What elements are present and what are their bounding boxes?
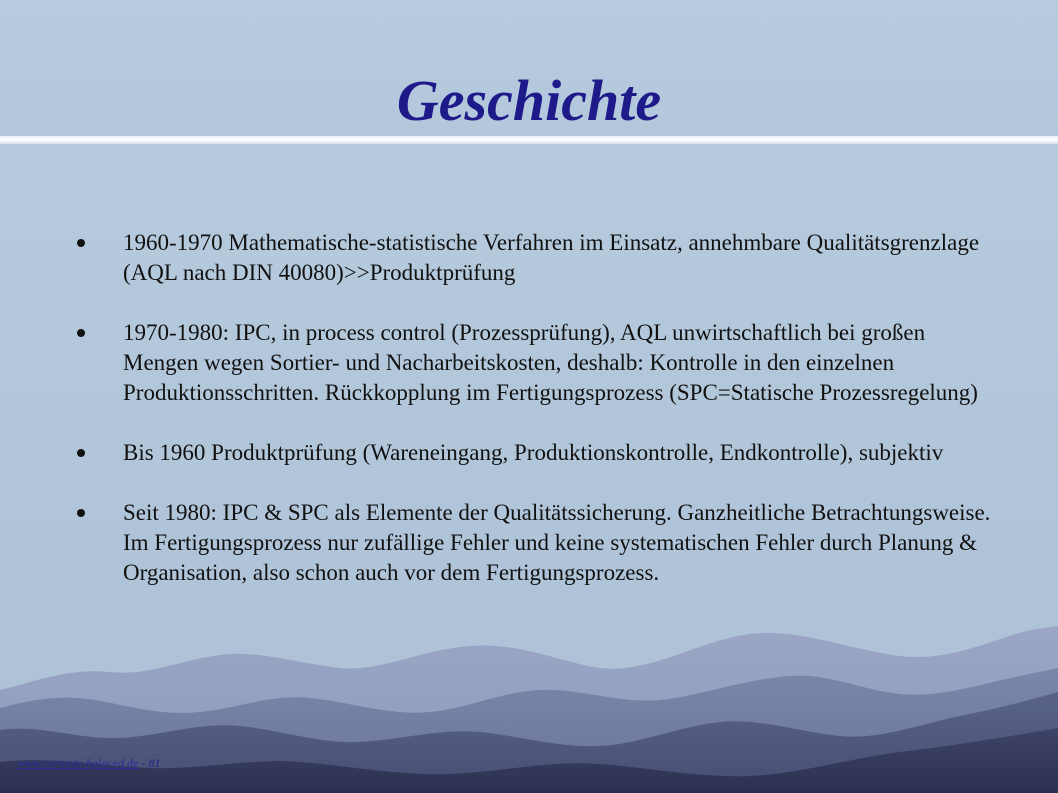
bullet-text: 1960-1970 Mathematische-statistische Verfahren im Einsatz, annehmbare Qualitätsgrenzlage (AQL nach DIN 40080)>>Produktprüfung [123,230,980,285]
bullet-dot-icon [77,239,85,247]
footer-website-link[interactable]: www.cortante.bplaced.de [17,756,139,770]
footer-separator: - [138,756,149,770]
page-title: Geschichte [396,68,662,133]
bullet-dot-icon [77,329,85,337]
bullet-item [0,498,1000,588]
bullet-text: Bis 1960 Produktprüfung (Wareneingang, Produktionskontrolle, Endkontrolle), subjektiv [123,440,944,465]
bullet-dot-icon [77,449,85,457]
slide-number: 81 [148,756,161,770]
bullet-text: 1970-1980: IPC, in process control (Prozessprüfung), AQL unwirtschaftlich bei großen Mengen wegen Sortier- und Nacharbeitskosten, deshalb: Kontrolle in den einzelnen Produktionsschritten. Rückkopplung im Fertigungsprozess (SPC=Statische Prozessregelung) [123,320,978,405]
bullet-item [0,228,1000,288]
bullet-text: Seit 1980: IPC & SPC als Elemente der Qualitätssicherung. Ganzheitliche Betrachtungsweise. Im Fertigungsprozess nur zufällige Fehler und keine systematischen Fehler durch Planung & Organisation, also schon auch vor dem Fertigungsprozess. [123,500,991,585]
bullet-item [0,318,1000,408]
title-divider [0,136,1058,144]
bullet-item [0,438,1000,468]
bullet-dot-icon [77,509,85,517]
bullet-list [0,228,1000,618]
footer [17,756,160,771]
